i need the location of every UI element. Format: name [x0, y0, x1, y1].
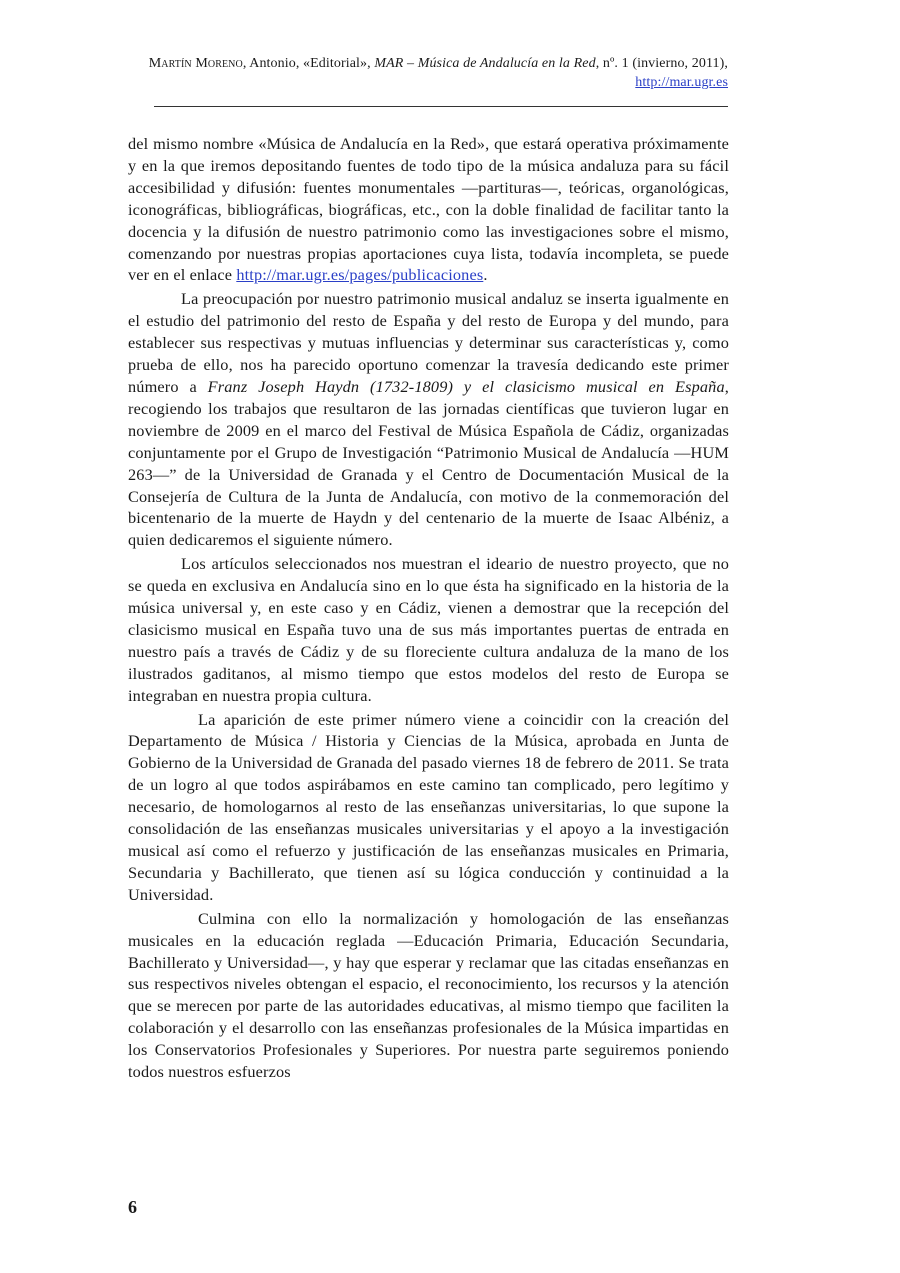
paragraph-2-title: Franz Joseph Haydn (1732-1809) y el clasicismo musical en España [207, 376, 725, 396]
paragraph-1-end: . [483, 265, 488, 285]
header-author-rest: , Antonio, «Editorial», [242, 56, 375, 71]
running-header [130, 54, 728, 92]
paragraph-1 [128, 133, 729, 286]
paragraph-5: Culmina con ello la normalización y homologación de las enseñanzas musicales en la educación reglada —Educación Primaria, Educación Secundaria, Bachillerato y Universidad—, y hay que esperar y reclamar que las citadas enseñanzas en sus respectivos niveles obtengan el espacio, el reconocimiento, los recursos y la atención que se merecen por parte de las autoridades educativas, al mismo tiempo que faciliten la colaboración y el desarrollo con las enseñanzas profesionales de la Música impartidas en los Conservatorios Profesionales y Superiores. Por nuestra parte seguiremos poniendo todos nuestros esfuerzos [128, 908, 729, 1082]
body-text [128, 133, 729, 1085]
header-issue: , nº. 1 (invierno, 2011), [595, 56, 728, 71]
page-number: 6 [128, 1197, 137, 1217]
paragraph-4: La aparición de este primer número viene a coincidir con la creación del Departamento de Música / Historia y Ciencias de la Música, aprobada en Junta de Gobierno de la Universidad de Granada del pasado viernes 18 de febrero de 2011. Se trata de un logro al que todos aspirábamos en este camino tan complicado, pero legítimo y necesario, de homologarnos al resto de las enseñanzas universitarias, lo que supone la consolidación de las enseñanzas musicales universitarias y el apoyo a la investigación musical así como el refuerzo y justificación de las enseñanzas musicales en Primaria, Secundaria y Bachillerato, que tienen así su lógica conducción y continuidad a la Universidad. [128, 709, 729, 904]
paragraph-1-text: del mismo nombre «Música de Andalucía en la Red», que estará operativa próximamente y en la que iremos depositando fuentes de todo tipo de la música andaluza para su fácil accesibilidad y difusión: fuentes monumentales —partituras—, teóricas, organológicas, iconográficas, bibliográficas, biográficas, etc., con la doble finalidad de facilitar tanto la docencia y la difusión de nuestro patrimonio como las investigaciones sobre el mismo, comenzando por nuestras propias aportaciones cuya lista, todavía incompleta, se puede ver en el enlace [128, 134, 729, 285]
paragraph-2 [128, 288, 729, 551]
header-journal: MAR – Música de Andalucía en la Red [374, 56, 596, 71]
header-author: Martín Moreno [148, 56, 243, 71]
header-rule [154, 106, 728, 107]
paragraph-3: Los artículos seleccionados nos muestran el ideario de nuestro proyecto, que no se queda en exclusiva en Andalucía sino en lo que ésta ha significado en la historia de la música universal y, en este caso y en Cádiz, vienen a demostrar que la recepción del clasicismo musical en España tuvo una de sus más importantes puertas de entrada en nuestro país a través de Cádiz y de su floreciente cultura andaluza de la mano de los ilustrados gaditanos, al mismo tiempo que estos modelos del resto de Europa se integraban en nuestra propia cultura. [128, 554, 729, 705]
paragraph-2-text-b: , recogiendo los trabajos que resultaron de las jornadas científicas que tuvieron lugar en noviembre de 2009 en el marco del Festival de Música Española de Cádiz, organizadas conjuntamente por el Grupo de Investigación “Patrimonio Musical de Andalucía —HUM 263—” de la Universidad de Granada y el Centro de Documentación Musical de la Consejería de Cultura de la Junta de Andalucía, con motivo de la conmemoración del bicentenario de la muerte de Haydn y del centenario de la muerte de Isaac Albéniz, a quien dedicaremos el siguiente número. [128, 376, 729, 550]
publications-link[interactable]: http://mar.ugr.es/pages/publicaciones [236, 265, 484, 285]
header-url-link[interactable]: http://mar.ugr.es [635, 75, 728, 90]
paragraph-2-text-a: La preocupación por nuestro patrimonio musical andaluz se inserta igualmente en el estudio del patrimonio del resto de España y del resto de Europa y del mundo, para establecer sus respectivas y mutuas influencias y determinar sus características y, como prueba de ello, nos ha parecido oportuno comenzar la travesía dedicando este primer número a [128, 289, 729, 396]
